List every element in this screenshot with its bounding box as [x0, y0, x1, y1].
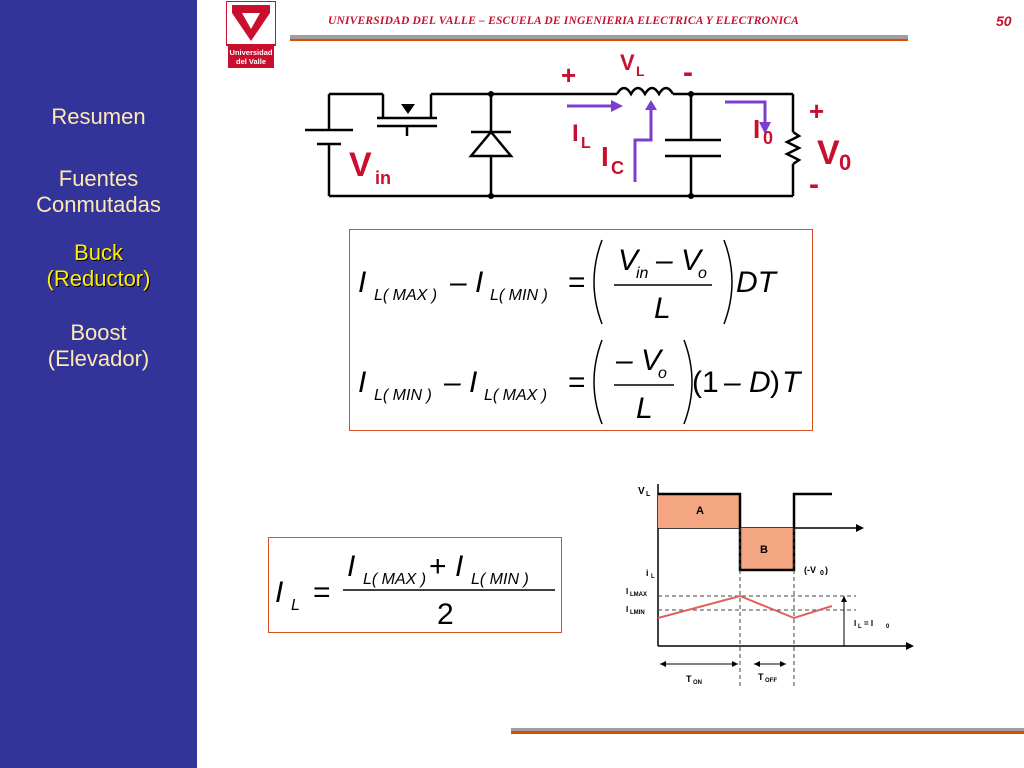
wave-ilmin-sub: LMIN	[630, 610, 645, 616]
svg-text:L: L	[636, 392, 653, 425]
vl-sub: L	[636, 63, 645, 79]
svg-text:L( MAX ): L( MAX )	[363, 571, 427, 588]
io-label: I	[753, 114, 761, 144]
svg-text:L( MAX ): L( MAX )	[484, 387, 548, 404]
svg-text:I: I	[358, 366, 367, 399]
vl-label: V	[620, 50, 635, 75]
vo-plus: +	[809, 96, 825, 126]
wave-ton: T	[686, 674, 692, 684]
svg-text:I: I	[455, 550, 464, 583]
buck-circuit	[295, 44, 870, 214]
wave-area-a: A	[696, 505, 704, 517]
wave-il-eq-io: I	[854, 619, 857, 628]
wave-area-b: B	[760, 544, 768, 556]
wave-il-sub: L	[651, 574, 655, 580]
vo-minus: -	[809, 168, 819, 201]
svg-text:L( MAX ): L( MAX )	[374, 287, 438, 304]
il-sub: L	[581, 135, 591, 152]
sidebar-item-boost[interactable]	[0, 320, 197, 372]
vo-label: V	[817, 134, 840, 172]
il-label: I	[572, 120, 579, 147]
logo-text-1: Universidad	[229, 48, 273, 57]
svg-text:V: V	[618, 244, 639, 277]
svg-text:=: =	[568, 366, 586, 399]
svg-text:I: I	[275, 576, 284, 609]
svg-text:in: in	[636, 265, 649, 282]
svg-text:– D: – D	[724, 366, 771, 399]
header-divider-accent	[290, 39, 908, 41]
footer-divider-accent	[511, 731, 1024, 734]
svg-text:(1: (1	[692, 366, 719, 399]
wave-vl-label: V	[638, 486, 645, 497]
ic-label: I	[601, 141, 609, 172]
vin-label: V	[349, 146, 372, 184]
wave-ilmin: I	[626, 605, 629, 614]
wave-neg-vo-close: )	[825, 565, 828, 575]
page-header: UNIVERSIDAD DEL VALLE – ESCUELA DE INGENIERIA ELECTRICA Y ELECTRONICA	[328, 15, 800, 27]
ripple-equations	[350, 230, 812, 430]
svg-text:): )	[770, 366, 780, 399]
wave-il-eq-io-sub2: 0	[886, 624, 890, 630]
page-number: 50	[996, 13, 1012, 29]
svg-text:I: I	[347, 550, 356, 583]
sidebar-item-label: Fuentes Conmutadas	[36, 166, 161, 217]
sidebar-item-label: Boost (Elevador)	[47, 320, 150, 371]
wave-neg-vo: (-V	[804, 565, 816, 575]
vl-minus: -	[683, 56, 693, 89]
wave-ilmax: I	[626, 587, 629, 596]
sidebar-item-resumen[interactable]: Resumen	[51, 104, 146, 129]
university-logo	[226, 1, 276, 69]
wave-toff: T	[758, 672, 764, 682]
wave-neg-vo-sub: 0	[820, 570, 824, 577]
sidebar-item-fuentes-conmutadas[interactable]	[0, 166, 197, 218]
waveform-diagram	[620, 476, 915, 690]
svg-text:L( MIN ): L( MIN )	[374, 387, 432, 404]
svg-text:– I: – I	[450, 266, 484, 299]
io-sub: 0	[763, 128, 774, 148]
svg-text:L: L	[291, 597, 300, 614]
svg-text:– V: – V	[656, 244, 702, 277]
logo-text-2: del Valle	[235, 57, 267, 66]
average-equation	[269, 538, 561, 632]
svg-text:L: L	[654, 292, 671, 325]
svg-text:L( MIN ): L( MIN )	[471, 571, 529, 588]
svg-text:DT: DT	[736, 266, 776, 299]
svg-text:o: o	[658, 365, 667, 382]
ic-sub: C	[611, 158, 624, 178]
equation-box-ripple	[349, 229, 813, 431]
svg-text:T: T	[782, 366, 801, 399]
svg-text:+: +	[429, 550, 447, 583]
vin-sub: in	[375, 168, 391, 188]
svg-text:L( MIN ): L( MIN )	[490, 287, 548, 304]
svg-text:2: 2	[437, 598, 454, 631]
svg-text:– I: – I	[444, 366, 478, 399]
wave-il-eq-io-mid: = I	[864, 619, 874, 628]
wave-il-eq-io-sub: L	[858, 624, 862, 630]
wave-vl-sub: L	[646, 491, 651, 498]
wave-ilmax-sub: LMAX	[630, 592, 647, 598]
sidebar-item-buck[interactable]	[0, 240, 197, 292]
wave-il-label: i	[646, 568, 649, 578]
svg-text:– V: – V	[616, 344, 662, 377]
sidebar-item-label: Buck (Reductor)	[46, 240, 151, 291]
wave-ton-sub: ON	[693, 680, 702, 686]
svg-text:o: o	[698, 265, 707, 282]
wave-toff-sub: OFF	[765, 678, 777, 684]
equation-box-average	[268, 537, 562, 633]
vl-plus: +	[561, 60, 577, 90]
svg-text:=: =	[568, 266, 586, 299]
svg-text:I: I	[358, 266, 367, 299]
vo-sub: 0	[839, 150, 852, 175]
svg-text:=: =	[313, 576, 331, 609]
